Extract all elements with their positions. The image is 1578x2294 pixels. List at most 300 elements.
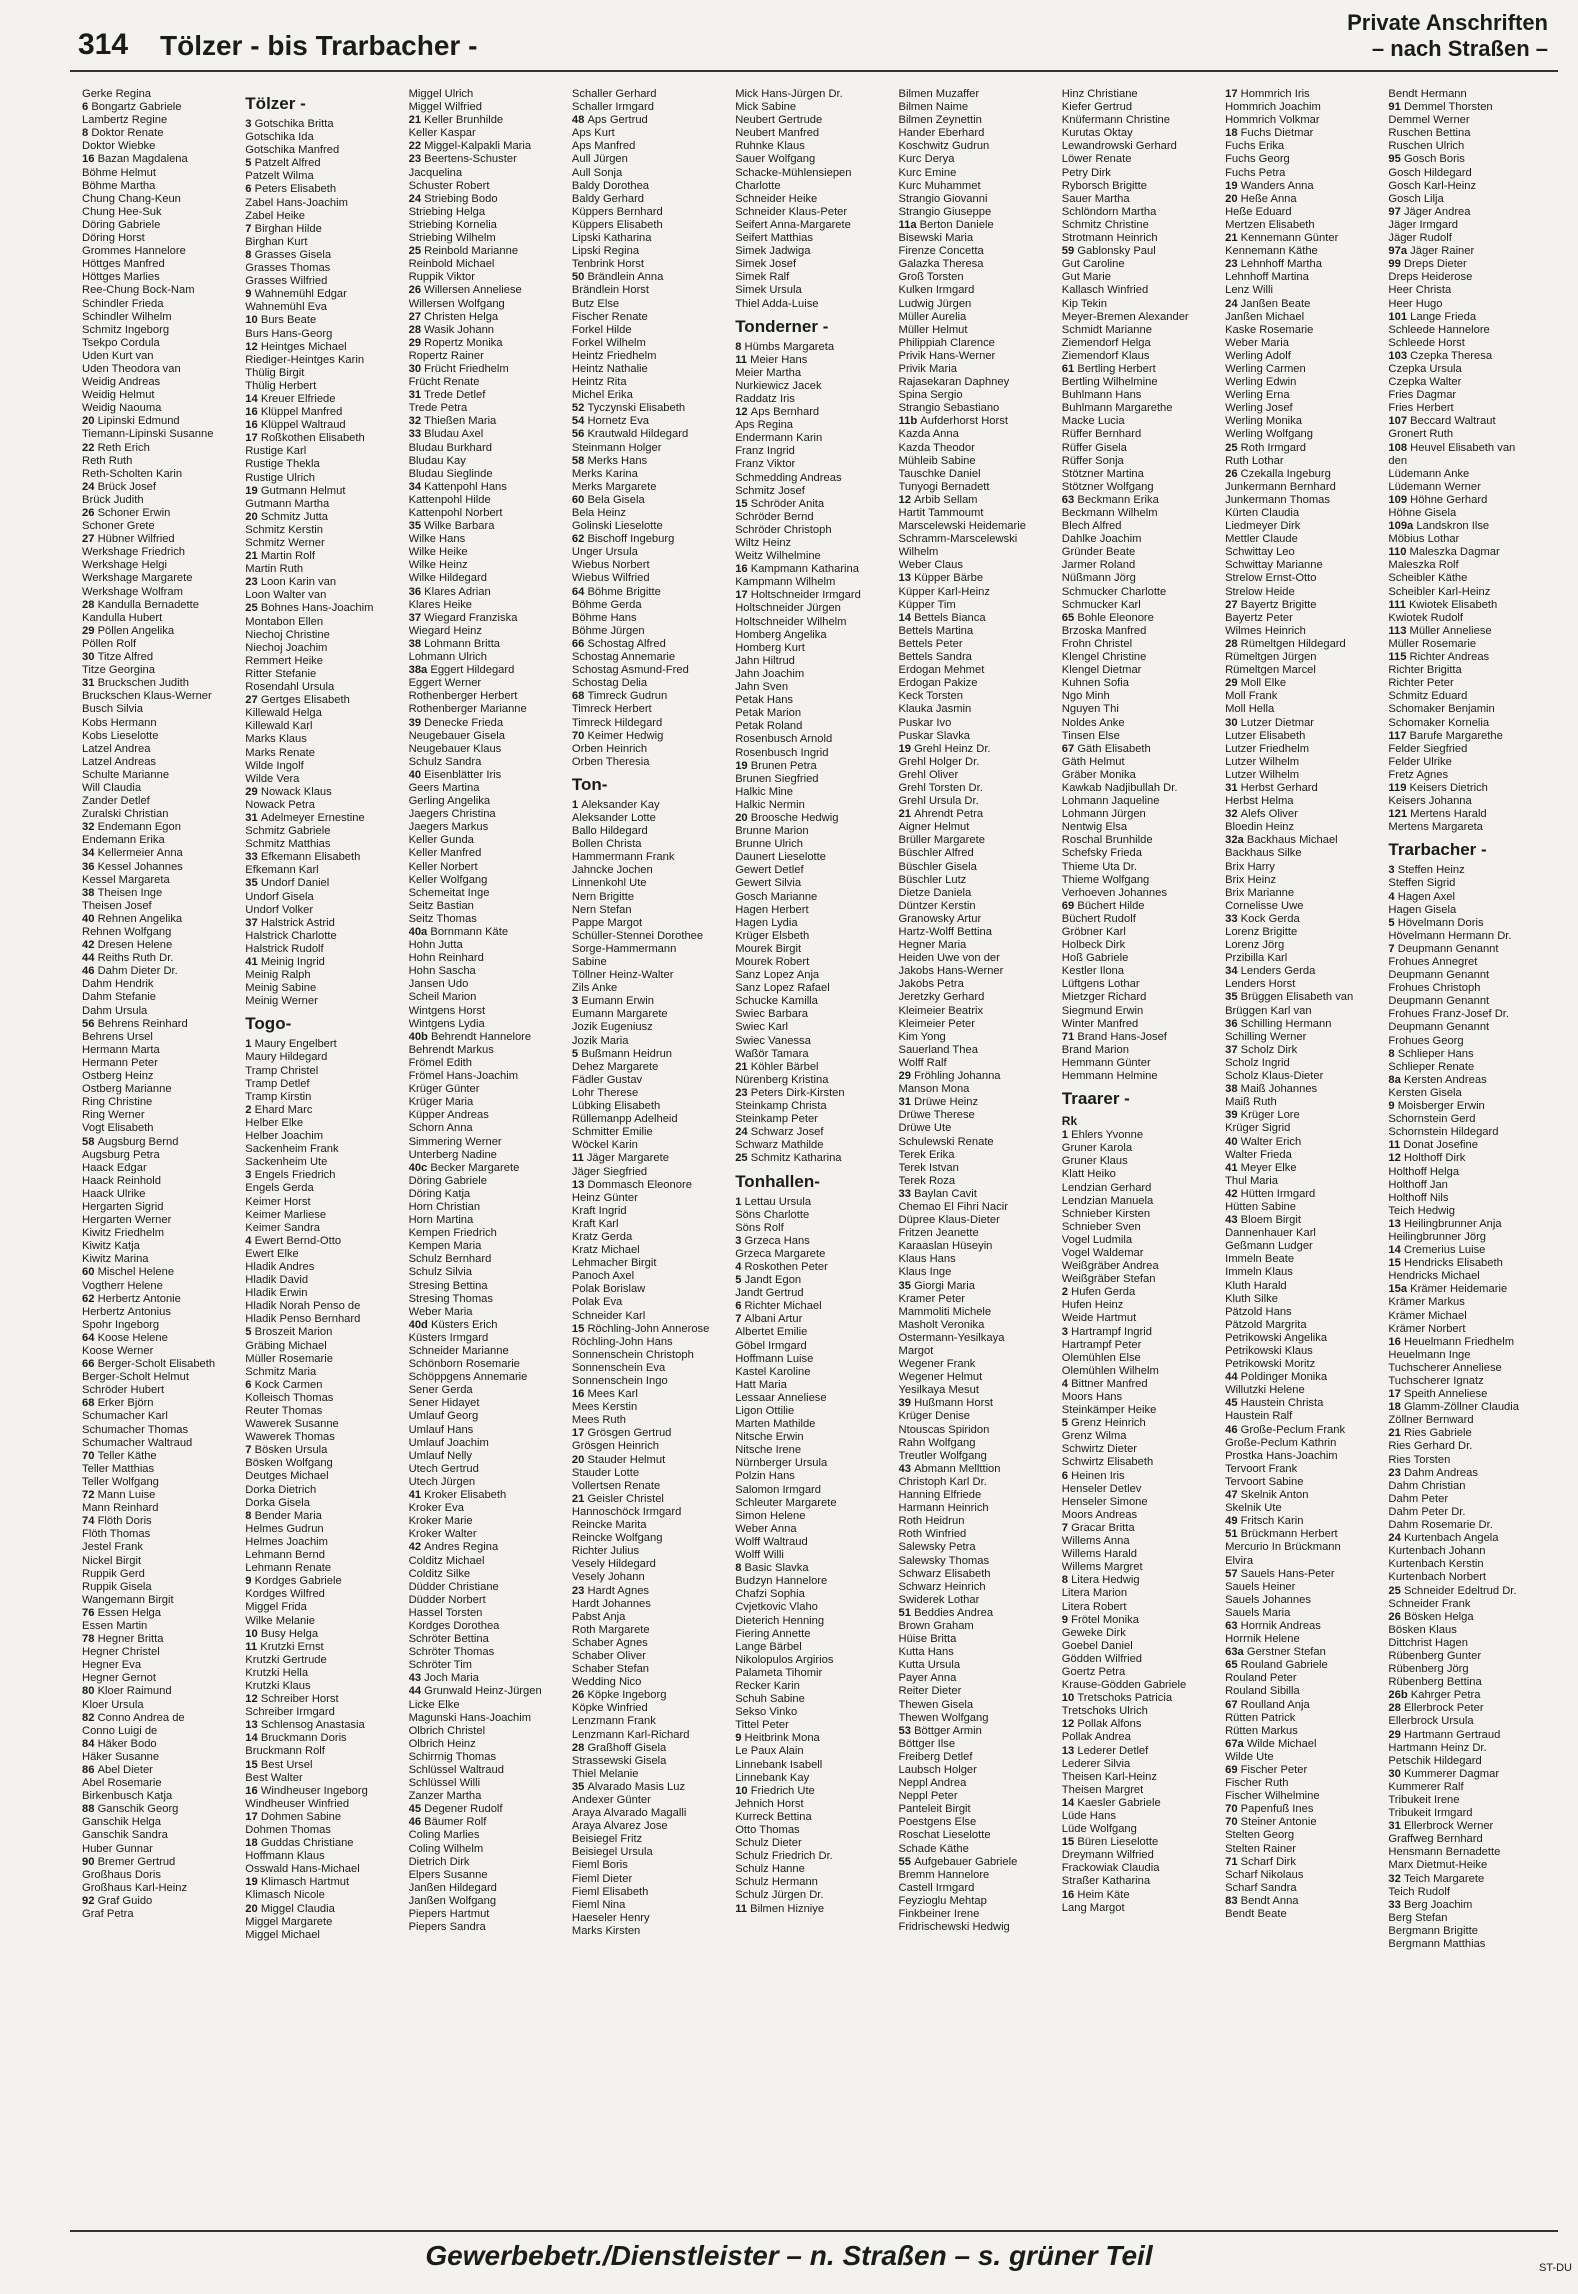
list-item: Finkbeiner Irene [898, 1908, 980, 1921]
list-item: Hladik Erwin [245, 1287, 308, 1300]
list-item: Willersen Wolfgang [408, 297, 505, 310]
list-item: 43 Bloem Birgit [1225, 1214, 1301, 1227]
list-item: Zöllner Bernward [1388, 1414, 1474, 1427]
list-item: Brix Marianne [1225, 886, 1295, 899]
list-item: Bremm Hannelore [898, 1868, 990, 1881]
list-item: Fischer Renate [571, 310, 648, 323]
list-item: Rümeltgen Marcel [1225, 664, 1316, 677]
list-item: Prostka Hans-Joachim [1225, 1449, 1338, 1462]
list-item: 35 Undorf Daniel [245, 877, 330, 890]
list-item: Löwer Renate [1061, 153, 1132, 166]
list-item: Schaller Gerhard [571, 88, 657, 100]
list-item: Goertz Petra [1061, 1665, 1126, 1678]
list-item: 7 Deupmann Genannt [1388, 942, 1499, 955]
list-item: Tervoort Sabine [1225, 1475, 1304, 1488]
list-item: Kratz Michael [571, 1244, 640, 1257]
list-item: Hüise Britta [898, 1633, 957, 1646]
list-item: Knüfermann Christine [1061, 114, 1170, 127]
list-item: Thewen Wolfgang [898, 1711, 989, 1724]
list-item: Lüdemann Anke [1388, 467, 1470, 480]
list-item: 18 Glamm-Zöllner Claudia [1388, 1401, 1519, 1414]
list-item: Kampmann Wilhelm [735, 576, 836, 589]
list-item: 39 Hußmann Horst [898, 1397, 994, 1410]
list-item: Coling Marlies [408, 1829, 480, 1842]
list-item: 1 Ehlers Yvonne [1061, 1129, 1144, 1142]
list-item: 11 Krutzki Ernst [245, 1640, 324, 1653]
list-item: Gewert Detlef [735, 864, 804, 877]
list-item: Grehl Ursula Dr. [898, 795, 979, 808]
list-item: Sener Gerda [408, 1384, 473, 1397]
list-item: 25 Reinbold Marianne [408, 245, 519, 258]
list-item: 20 Lipinski Edmund [82, 415, 180, 428]
list-item: Riediger-Heintges Karin [245, 353, 365, 366]
list-item: 25 Schneider Edeltrud Dr. [1388, 1584, 1517, 1597]
list-item: Olemühlen Else [1061, 1351, 1141, 1364]
list-item: 11 Meier Hans [735, 353, 808, 366]
list-item: Homberg Angelika [735, 628, 827, 641]
list-item: Ruppik Gisela [82, 1580, 152, 1593]
list-item: 35 Giorgi Maria [898, 1279, 975, 1292]
list-item: Schulz Jürgen Dr. [735, 1889, 824, 1902]
list-item: Küppers Bernhard [571, 205, 663, 218]
list-item: Charlotte [735, 179, 781, 192]
list-item: 56 Behrens Reinhard [82, 1017, 188, 1030]
list-item: Zabel Heike [245, 209, 305, 222]
list-item: Döring Horst [82, 232, 145, 245]
list-item: 84 Häker Bodo [82, 1737, 157, 1750]
list-item: Frömel Edith [408, 1056, 473, 1069]
directory-columns [82, 88, 1552, 2213]
list-item: 26 Schoner Erwin [82, 507, 171, 519]
list-item: 8 Litera Hedwig [1061, 1574, 1140, 1587]
header-section-label [1347, 10, 1548, 62]
list-item: 28 Ellerbrock Peter [1388, 1702, 1484, 1715]
list-item: Lehmann Bernd [245, 1549, 325, 1562]
list-item: Schomaker Benjamin [1388, 703, 1495, 716]
list-item: Simek Josef [735, 258, 797, 271]
list-item: Freiberg Detlef [898, 1750, 973, 1763]
list-item: Petrikowski Moritz [1225, 1358, 1316, 1371]
list-item: Harmann Heinrich [898, 1502, 989, 1515]
list-item: 34 Lenders Gerda [1225, 965, 1316, 978]
list-item: Lenzmann Karl-Richard [571, 1728, 690, 1741]
list-item: Margot [898, 1345, 934, 1357]
list-item: 26 Willersen Anneliese [408, 284, 522, 297]
list-item: Lüde Hans [1061, 1810, 1116, 1822]
list-item: Gerling Angelika [408, 795, 491, 808]
list-item: Hütten Sabine [1225, 1200, 1296, 1213]
list-item: 32 Alefs Oliver [1225, 808, 1298, 821]
list-item: Janßen Hildegard [408, 1881, 497, 1894]
list-item: Schomaker Kornelia [1388, 716, 1490, 729]
list-item: Holtschneider Jürgen [735, 602, 841, 615]
list-item: Huber Gunnar [82, 1842, 153, 1855]
list-item: Holtschneider Wilhelm [735, 615, 847, 628]
list-item: Beisiegel Ursula [571, 1846, 653, 1859]
list-item: Nikolopulos Argirios [735, 1653, 834, 1666]
list-item: Stötzner Martina [1061, 467, 1144, 480]
list-item: 97 Jäger Andrea [1388, 205, 1471, 218]
list-item: 44 Poldinger Monika [1225, 1371, 1328, 1384]
list-item: Hatt Maria [735, 1378, 787, 1391]
list-item: Klares Heike [408, 598, 473, 611]
list-item: Rajasekaran Daphney [898, 376, 1010, 389]
list-item: Lüftgens Lothar [1061, 978, 1140, 991]
list-item: Jestel Frank [82, 1541, 143, 1554]
list-item: Rahn Wolfgang [898, 1436, 976, 1449]
list-item: 20 Schmitz Jutta [245, 510, 329, 523]
list-item: Augsburg Petra [82, 1148, 160, 1161]
list-item: Fries Herbert [1388, 402, 1454, 415]
list-item: Kattenpohl Hilde [408, 493, 491, 506]
list-item: Wilke Melanie [245, 1614, 315, 1627]
list-item: 16 Bazan Magdalena [82, 153, 188, 166]
list-item: Piepers Sandra [408, 1921, 486, 1934]
list-item: Gödden Wilfried [1061, 1652, 1143, 1665]
list-item: Immeln Klaus [1225, 1266, 1293, 1279]
list-item: Firenze Concetta [898, 245, 984, 258]
list-item: Przibilla Karl [1225, 952, 1288, 965]
list-item: 53 Böttger Armin [898, 1724, 982, 1737]
list-item: Weidig Naouma [82, 402, 162, 415]
list-item: 51 Brückmann Herbert [1225, 1528, 1338, 1541]
list-item: Felder Siegfried [1388, 742, 1468, 755]
list-item: 67a Wilde Michael [1225, 1737, 1317, 1750]
list-item: Salomon Irmgard [735, 1483, 821, 1496]
list-item: Golinski Lieselotte [571, 520, 663, 533]
list-item: Tittel Peter [735, 1719, 789, 1732]
list-item: Schüller-Stennei Dorothee [571, 929, 704, 942]
list-item: Schwittay Leo [1225, 546, 1295, 559]
list-item: Orben Theresia [571, 755, 650, 768]
list-item: Heilingbrunner Jörg [1388, 1230, 1487, 1243]
list-item: Ligon Ottilie [735, 1405, 795, 1417]
list-item: Tiemann-Lipinski Susanne [82, 428, 214, 441]
list-item: Schornstein Hildegard [1388, 1126, 1499, 1139]
list-item: 20 Stauder Helmut [571, 1453, 666, 1466]
list-item: 21 Keller Brunhilde [408, 114, 504, 127]
list-item: Kastel Karoline [735, 1365, 811, 1378]
list-item: 34 Kellermeier Anna [82, 847, 183, 860]
list-item: Sabine [571, 956, 607, 968]
list-item: Köpke Winfried [571, 1702, 648, 1715]
list-item: Bilmen Muzaffer [898, 88, 980, 100]
list-item: Holthoff Helga [1388, 1165, 1460, 1178]
list-item: Weitz Wilhelmine [735, 550, 821, 563]
list-item: Schulz Hanne [735, 1863, 805, 1876]
list-item: Roth Margarete [571, 1623, 650, 1636]
list-item: Simek Ursula [735, 284, 802, 297]
list-item: Teich Hedwig [1388, 1204, 1455, 1217]
list-item: Hegner Eva [82, 1659, 142, 1672]
list-item: Mertens Margareta [1388, 821, 1483, 834]
list-item: 26 Bösken Helga [1388, 1610, 1474, 1623]
list-item: Siegmund Erwin [1061, 1004, 1144, 1017]
list-item: Schmitz Gabriele [245, 825, 331, 838]
list-item: Roth Winfried [898, 1528, 967, 1541]
list-item: 70 Teller Käthe [82, 1449, 157, 1462]
list-item: Jahn Joachim [735, 667, 805, 680]
list-item: Bollen Christa [571, 838, 642, 851]
list-item: 31 Adelmeyer Ernestine [245, 811, 365, 824]
list-item: Berg Stefan [1388, 1911, 1448, 1924]
list-item: 14 Kaesler Gabriele [1061, 1796, 1161, 1809]
list-item: Rothenberger Marianne [408, 703, 527, 716]
list-item: 21 Ries Gabriele [1388, 1427, 1472, 1440]
list-item: Dahm Rosemarie Dr. [1388, 1519, 1493, 1532]
list-item: Tinsen Else [1061, 729, 1120, 742]
list-item: Kramer Peter [898, 1292, 966, 1305]
list-item: Masholt Veronika [898, 1318, 985, 1331]
list-item: Kutta Hans [898, 1646, 954, 1659]
list-item: Mourek Robert [735, 956, 810, 968]
list-item: Bilmen Zeynettin [898, 114, 982, 127]
list-item: Deupmann Genannt [1388, 1021, 1490, 1034]
list-item: Schmitz Eduard [1388, 690, 1468, 703]
list-item: Meier Martha [735, 366, 802, 379]
list-item: Jansen Udo [408, 978, 469, 991]
page-title: Tölzer - bis Trarbacher - [160, 30, 478, 61]
list-item: Skelnik Ute [1225, 1502, 1282, 1515]
list-item: Theisen Margret [1061, 1783, 1144, 1796]
list-item: Fieml Nina [571, 1898, 626, 1911]
street-heading: Ton- [571, 774, 608, 794]
list-item: Schleede Hannelore [1388, 323, 1490, 336]
header-right-line1: Private Anschriften [1347, 10, 1548, 35]
list-item: Schmidt Marianne [1061, 323, 1152, 336]
list-item: Ngo Minh [1061, 690, 1110, 703]
list-item: 14 Kreuer Elfriede [245, 392, 336, 405]
list-item: 18 Fuchs Dietmar [1225, 127, 1314, 140]
list-item: 23 Loon Karin van [245, 576, 337, 589]
list-item: Schwirtz Elisabeth [1061, 1456, 1154, 1469]
directory-column [735, 88, 895, 2213]
list-item: Horn Christian [408, 1200, 481, 1213]
list-item: 66 Schostag Alfred [571, 637, 666, 650]
list-item: Krüger Günter [408, 1083, 480, 1096]
list-item: Heintz Nathalie [571, 362, 648, 375]
list-item: Ntouscas Spiridon [898, 1423, 990, 1436]
list-item: Nern Brigitte [571, 890, 635, 903]
list-item: Halkic Mine [735, 785, 794, 798]
list-item: 14 Bettels Bianca [898, 611, 986, 624]
list-item: Brüller Margarete [898, 834, 985, 847]
list-item: Heintz Friedhelm [571, 349, 657, 362]
list-item: Gewert Silvia [735, 877, 802, 890]
list-item: Schulz Sandra [408, 755, 482, 768]
list-item: 10 Busy Helga [245, 1627, 319, 1640]
list-item: Gräber Monika [1061, 768, 1136, 781]
list-item: Reinbold Michael [408, 258, 495, 271]
list-item: Schmitz Werner [245, 537, 325, 549]
list-item: Tribukeit Irene [1388, 1794, 1460, 1806]
list-item: Essen Martin [82, 1619, 148, 1632]
list-item: Heintz Rita [571, 376, 627, 389]
list-item: Helmes Joachim [245, 1535, 328, 1548]
list-item: Hassel Torsten [408, 1606, 483, 1619]
list-item: 15 Best Ursel [245, 1758, 313, 1771]
list-item: 38 Theisen Inge [82, 886, 163, 899]
list-item: Strangio Giuseppe [898, 205, 992, 218]
list-item: 61 Bertling Herbert [1061, 362, 1156, 375]
list-item: Kroker Marie [408, 1515, 473, 1528]
list-item: 41 Meyer Elke [1225, 1161, 1297, 1174]
list-item: 37 Halstrick Astrid [245, 916, 335, 929]
list-item: Weide Hartmut [1061, 1312, 1137, 1325]
list-item: Galazka Theresa [898, 258, 984, 271]
list-item: 40a Bornmann Käte [408, 926, 509, 938]
list-item: Ries Torsten [1388, 1453, 1451, 1466]
list-item: Schilling Werner [1225, 1030, 1307, 1043]
list-item: 15 Büren Lieselotte [1061, 1836, 1159, 1849]
list-item: Yesilkaya Mesut [898, 1384, 979, 1397]
list-item: Lehmacher Birgit [571, 1257, 657, 1270]
street-heading: Tonderner - [735, 316, 829, 336]
list-item: 29 Ropertz Monika [408, 336, 503, 349]
list-item: Sackenheim Ute [245, 1156, 328, 1169]
list-item: Unger Ursula [571, 546, 638, 559]
list-item: Hufen Heinz [1061, 1299, 1124, 1312]
list-item: Mercurio In Brückmann [1225, 1541, 1341, 1554]
list-item: Keller Wolfgang [408, 873, 488, 886]
list-item: Rosenbusch Arnold [735, 733, 833, 746]
list-item: Rümeltgen Jürgen [1225, 651, 1317, 664]
list-item: Panoch Axel [571, 1270, 635, 1283]
list-item: Le Paux Alain [735, 1745, 804, 1758]
list-item: Gosch Karl-Heinz [1388, 179, 1477, 192]
list-item: Ryborsch Brigitte [1061, 179, 1147, 192]
list-item: Kürten Claudia [1225, 507, 1300, 519]
list-item: Erdogan Pakize [898, 677, 978, 690]
list-item: Gäth Helmut [1061, 755, 1125, 768]
list-item: Marks Kirsten [571, 1924, 641, 1937]
list-item: Dreymann Wilfried [1061, 1849, 1154, 1862]
list-item: Straßer Katharina [1061, 1875, 1151, 1888]
list-item: Holthoff Jan [1388, 1178, 1448, 1191]
list-item: Schostag Annemarie [571, 651, 676, 664]
list-item: 6 Kock Carmen [245, 1378, 323, 1391]
list-item: 24 Brück Josef [82, 480, 157, 493]
list-item: 20 Broosche Hedwig [735, 811, 839, 824]
list-item: Moll Hella [1225, 703, 1275, 716]
list-item: 63a Gerstner Stefan [1225, 1646, 1326, 1659]
list-item: Latzel Andrea [82, 742, 151, 755]
list-item: Frohues Annegret [1388, 956, 1478, 968]
list-item: Jakobs Petra [898, 978, 964, 991]
list-item: Jozik Eugeniusz [571, 1021, 653, 1034]
list-item: Rüllemanpp Adelheid [571, 1113, 678, 1126]
list-item: Lutzer Friedhelm [1225, 742, 1310, 755]
list-item: Wolff Ralf [898, 1056, 947, 1069]
header-right-line2: – nach Straßen – [1371, 36, 1548, 61]
list-item: Piepers Hartmut [408, 1908, 490, 1921]
list-item: Theisen Karl-Heinz [1061, 1770, 1157, 1783]
list-item: 15a Krämer Heidemarie [1388, 1283, 1508, 1296]
list-item: Kazda Theodor [898, 441, 975, 454]
list-item: Ballo Hildegard [571, 825, 648, 838]
list-item: Granowsky Artur [898, 912, 982, 925]
list-item: Rüffer Bernhard [1061, 428, 1142, 441]
list-item: 43 Abmann Mellttion [898, 1462, 1001, 1475]
list-item: Mourek Birgit [735, 942, 802, 955]
list-item: Düdder Norbert [408, 1593, 486, 1606]
list-item: Kleimeier Beatrix [898, 1004, 984, 1017]
list-item: Kolleisch Thomas [245, 1391, 334, 1404]
list-item: Berger-Scholt Helmut [82, 1371, 189, 1384]
list-item: 26 Köpke Ingeborg [571, 1689, 667, 1702]
list-item: 3 Steffen Heinz [1388, 864, 1465, 877]
list-item: Keller Norbert [408, 860, 478, 873]
list-item: Czepka Walter [1388, 376, 1462, 389]
list-item: 23 Peters Dirk-Kirsten [735, 1086, 845, 1099]
list-item: Schumacher Waltraud [82, 1436, 193, 1449]
list-item: 23 Lehnhoff Martha [1225, 258, 1322, 271]
list-item: Schemeitat Inge [408, 886, 490, 899]
list-item: Ganschik Helga [82, 1816, 161, 1829]
list-item: Schmitz Maria [245, 1365, 317, 1378]
list-item: Sekso Vinko [735, 1706, 798, 1719]
list-item: Kratz Gerda [571, 1230, 633, 1243]
list-item: 8 Bender Maria [245, 1509, 322, 1522]
list-item: Fischer Ruth [1225, 1777, 1289, 1790]
list-item: Maury Hildegard [245, 1051, 328, 1064]
list-item: Gerke Regina [82, 88, 152, 100]
list-item: Klengel Christine [1061, 651, 1147, 664]
page-number: 314 [78, 28, 129, 61]
list-item: Montabon Ellen [245, 615, 324, 628]
list-item: Kersten Gisela [1388, 1086, 1462, 1099]
list-item: Timreck Herbert [571, 703, 652, 716]
list-item: Grehl Holger Dr. [898, 755, 980, 768]
list-item: Schmucker Charlotte [1061, 585, 1167, 598]
list-item: Höttges Marlies [82, 271, 160, 284]
list-item: Grzeca Margarete [735, 1247, 826, 1260]
list-item: Pollak Andrea [1061, 1731, 1131, 1744]
list-item: Bayertz Peter [1225, 611, 1293, 624]
list-item: 8 Basic Slavka [735, 1562, 809, 1575]
list-item: Sanz Lopez Anja [735, 969, 820, 982]
list-item: Bösken Wolfgang [245, 1457, 333, 1470]
list-item: 69 Büchert Hilde [1061, 899, 1145, 912]
list-item: Best Walter [245, 1771, 303, 1784]
list-item: 67 Roulland Anja [1225, 1698, 1310, 1711]
list-item: 25 Roth Irmgard [1225, 441, 1306, 454]
list-item: 119 Keisers Dietrich [1388, 781, 1488, 794]
list-item: Bendt Beate [1225, 1908, 1287, 1921]
list-item: Fieml Boris [571, 1859, 628, 1872]
list-item: Brown Graham [898, 1619, 974, 1632]
list-item: Kip Tekin [1061, 297, 1107, 310]
list-item: Bloedin Heinz [1225, 821, 1295, 834]
list-item: Butz Else [571, 297, 620, 310]
list-item: Otto Thomas [735, 1824, 800, 1836]
list-item: 72 Mann Luise [82, 1489, 156, 1502]
list-item: Krüger Elsbeth [735, 929, 810, 942]
list-item: Seifert Matthias [735, 232, 813, 245]
list-item: Roth Heidrun [898, 1515, 965, 1528]
list-item: Cornelisse Uwe [1225, 899, 1304, 912]
list-item: Schulte Marianne [82, 768, 170, 781]
list-item: Schneider Heike [735, 192, 818, 205]
list-item: Krutzki Gertrude [245, 1653, 327, 1666]
list-item: Ruschen Bettina [1388, 127, 1471, 140]
list-item: Ruppik Gerd [82, 1567, 145, 1580]
list-item: Pappe Margot [571, 916, 643, 929]
list-item: Reth Ruth [82, 454, 133, 467]
list-item: Müller Rosemarie [245, 1352, 333, 1365]
list-item: 43 Joch Maria [408, 1672, 479, 1685]
list-item: Rübenberg Bettina [1388, 1676, 1482, 1689]
